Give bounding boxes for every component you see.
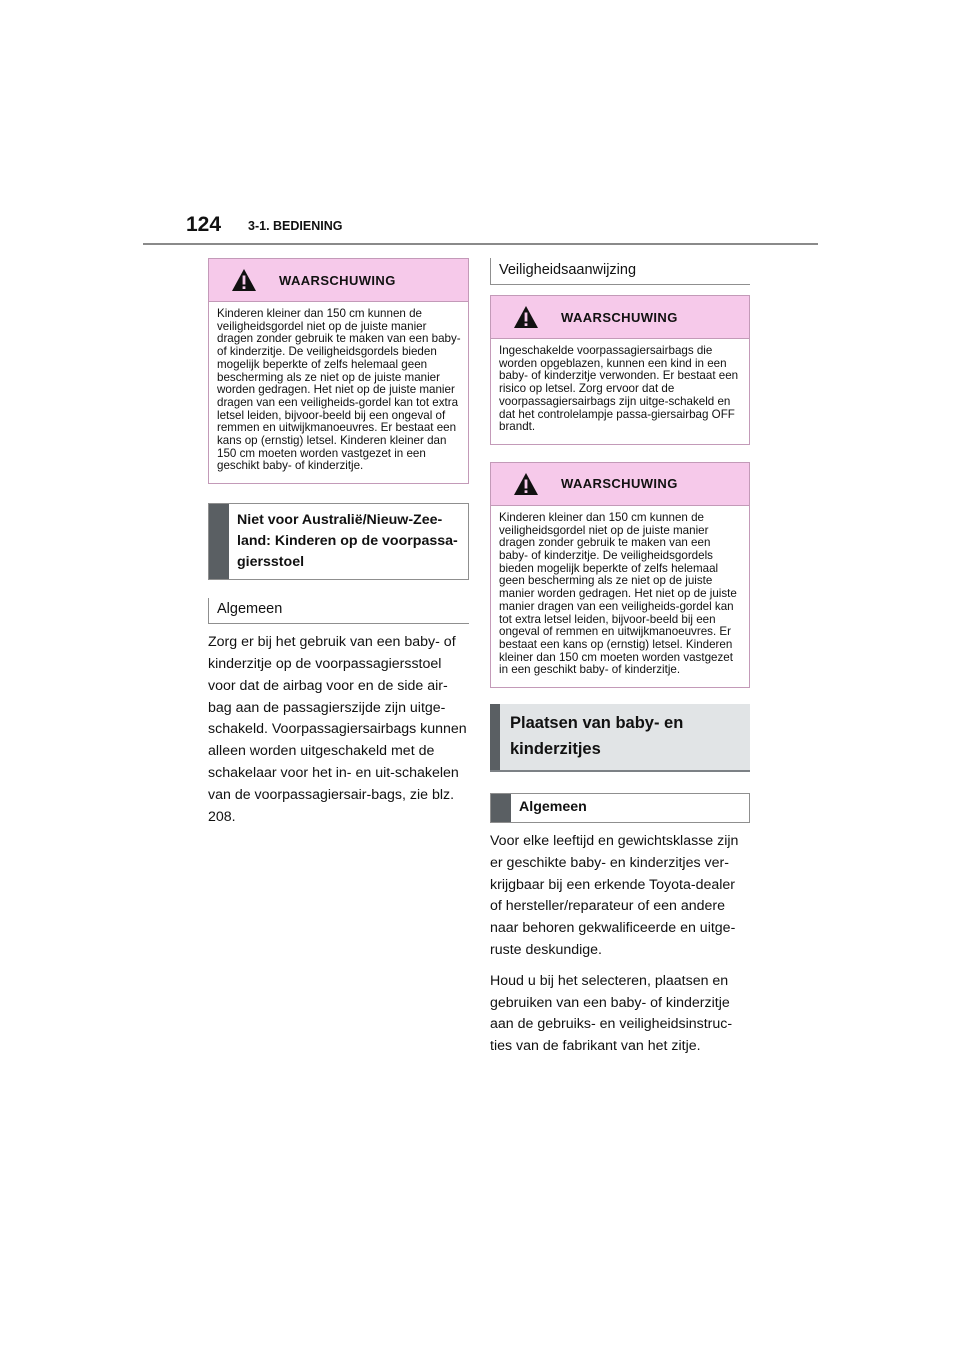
main-section-heading-text: Plaatsen van baby- en kinderzitjes xyxy=(510,714,684,759)
warning-title: WAARSCHUWING xyxy=(561,309,678,325)
right-column xyxy=(490,258,750,1058)
warning-text: Kinderen kleiner dan 150 cm kunnen de veiligheidsgordel niet op de juiste manier dragen zonder gebruik te maken van een baby- of kinderzitje. De veiligheidsgordels bieden mogelijk beperkte of zelfs helemaal geen bescherming als ze niet op de juiste manier worden gedragen. Het niet op de juiste manier dragen van een veiligheids-gordel kan tot extra letsel leiden, bijvoor-beeld bij een ongeval of remmen en uitwijkmanoeuvres. Er bestaat een kans op (ernstig) letsel. Kinderen kleiner dan 150 cm moeten worden vastgezet in een geschikt baby- of kinderzitje. xyxy=(491,505,749,687)
body-paragraph: Voor elke leeftijd en gewichtsklasse zijn er geschikte baby- en kinderzitjes ver-krijgbaar bij een erkende Toyota-dealer of hersteller/reparateur of een andere naar behoren gekwalificeerde en uitge-ruste deskundige. xyxy=(490,833,739,959)
heading-bar xyxy=(209,504,229,579)
warning-title: WAARSCHUWING xyxy=(279,272,396,288)
section-heading-text: Niet voor Australië/Nieuw-Zee-land: Kinderen op de voorpassa-giersstoel xyxy=(237,512,458,571)
section-title: 3-1. BEDIENING xyxy=(248,219,343,233)
subheading: Algemeen xyxy=(208,598,469,624)
header-divider xyxy=(143,243,818,245)
warning-triangle-icon xyxy=(513,305,539,329)
main-section-heading xyxy=(490,704,750,772)
warning-triangle-icon xyxy=(231,268,257,292)
warning-title: WAARSCHUWING xyxy=(561,476,678,492)
heading-bar xyxy=(490,704,500,770)
warning-header xyxy=(499,302,742,332)
section-heading xyxy=(208,503,469,580)
body-paragraph: Zorg er bij het gebruik van een baby- of kinderzitje op de voorpassagiersstoel voor dat de airbag voor en de side air-bag aan de passagierszijde zijn uitge-schakeld. Voorpassagiersairbags kunnen alleen worden uitgeschakeld met de schakelaar voor het in- en uit-schakelen van de voorpassagiersair-bags, zie blz. 208. xyxy=(208,634,467,825)
section-heading-text: Algemeen xyxy=(519,799,587,816)
warning-header xyxy=(499,469,742,499)
warning-box xyxy=(490,462,750,688)
warning-box xyxy=(208,258,469,484)
warning-text: Ingeschakelde voorpassagiersairbags die worden opgeblazen, kunnen een kind in een baby- of kinderzitje verwonden. Er bestaat een risico op letsel. Zorg ervoor dat de voorpassagiersairbags zijn uitge-schakeld en dat het controlelampje passa-giersairbag OFF brandt. xyxy=(491,338,749,444)
body-paragraph: Houd u bij het selecteren, plaatsen en gebruiken van een baby- of kinderzitje aan de gebruiks- en veiligheidsinstruc-ties van de fabrikant van het zitje. xyxy=(490,972,733,1055)
heading-bar xyxy=(491,794,511,822)
warning-text: Kinderen kleiner dan 150 cm kunnen de veiligheidsgordel niet op de juiste manier dragen zonder gebruik te maken van een baby- of kinderzitje. De veiligheidsgordels bieden mogelijk beperkte of zelfs helemaal geen bescherming als ze niet op de juiste manier worden gedragen. Het niet op de juiste manier dragen van een veiligheids-gordel kan tot extra letsel leiden, bijvoor-beeld bij een ongeval of remmen en uitwijkmanoeuvres. Er bestaat een kans op (ernstig) letsel. Kinderen kleiner dan 150 cm moeten worden vastgezet in een geschikt baby- of kinderzitje. xyxy=(209,301,468,483)
page-number: 124 xyxy=(186,213,222,236)
warning-box xyxy=(490,295,750,445)
left-column xyxy=(208,258,469,828)
subheading: Veiligheidsaanwijzing xyxy=(490,258,750,285)
warning-triangle-icon xyxy=(513,472,539,496)
warning-header xyxy=(217,265,461,295)
section-heading xyxy=(490,793,750,823)
